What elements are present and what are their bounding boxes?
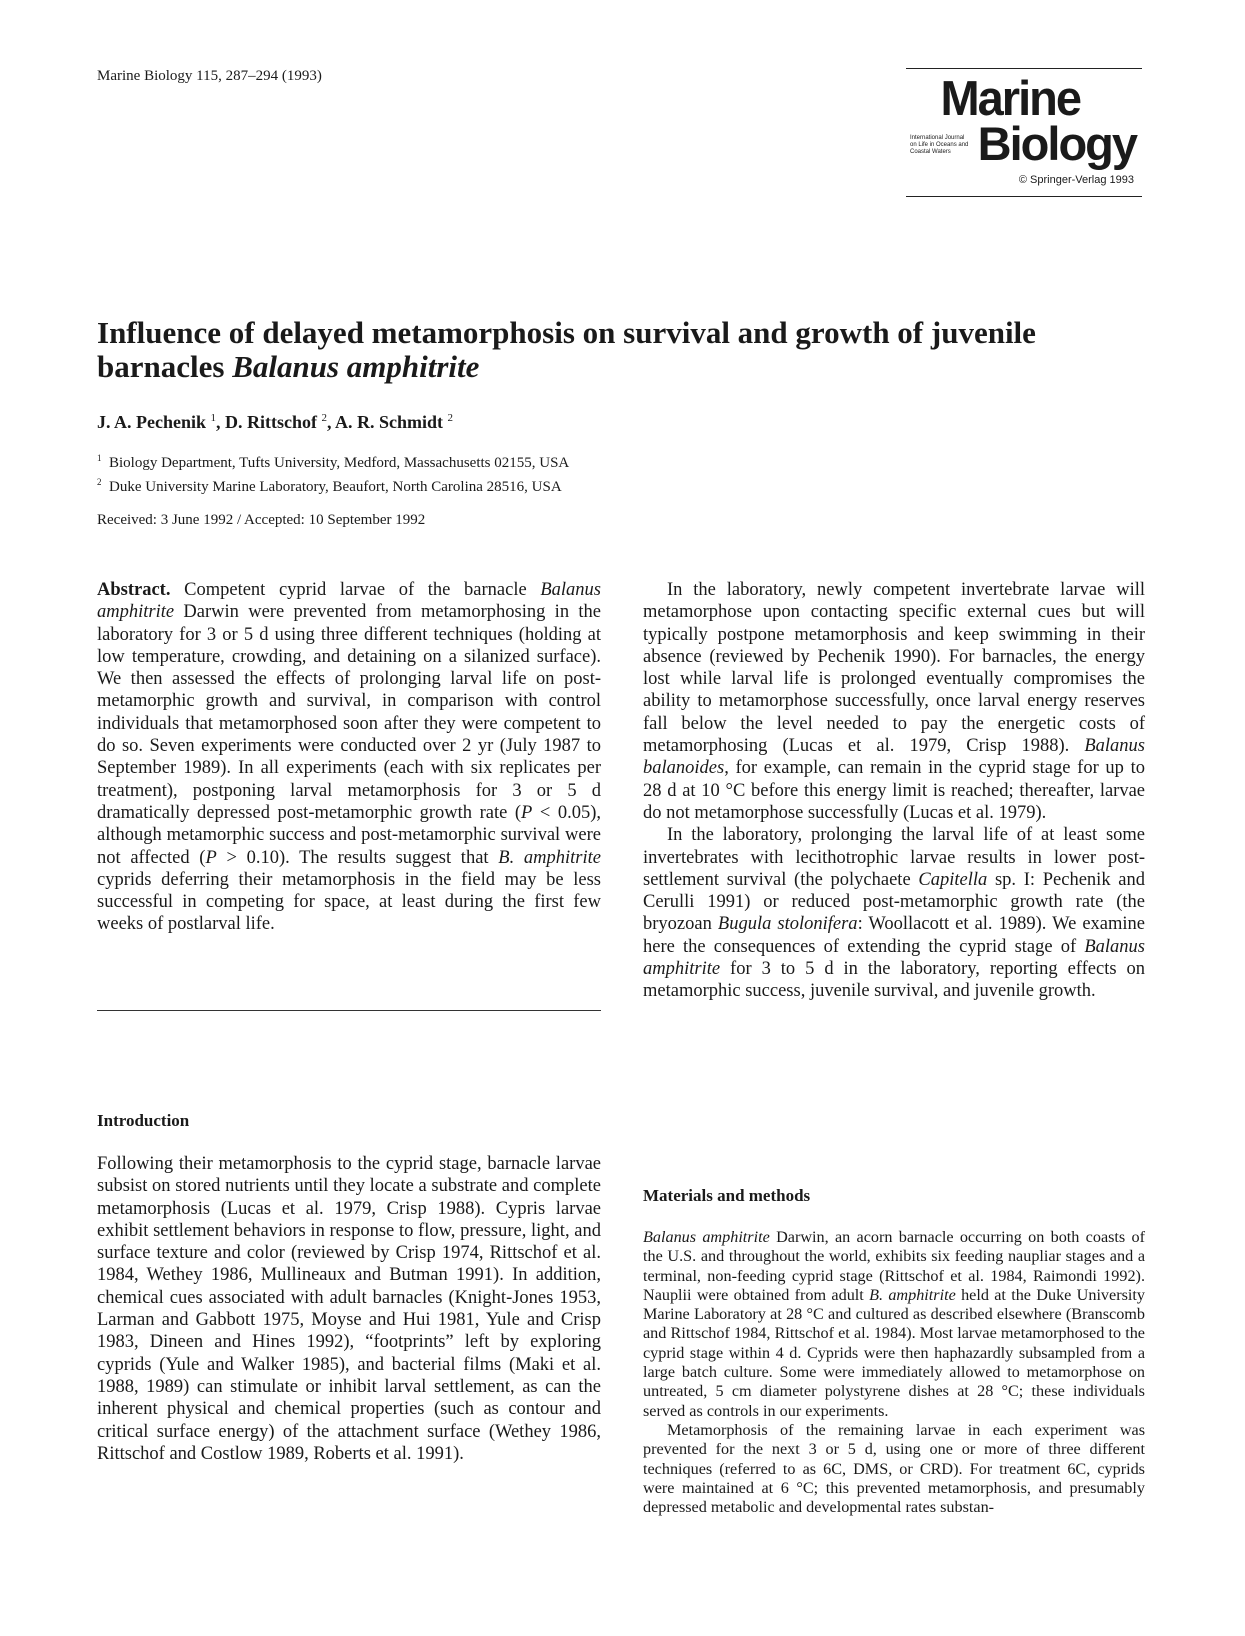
logo-word-marine: Marine xyxy=(940,69,1080,126)
stat-symbol: P xyxy=(205,847,217,868)
introduction-paragraph: Following their metamorphosis to the cyprid stage, barnacle larvae subsist on stored nutrients until they locate a substrate and complete metamorphosis (Lucas et al. 1979, Crisp 1988). Cypris larvae exhibit settlement behaviors in response to flow, pressure, light, and surface texture and color (reviewed by Crisp 1974, Rittschof et al. 1984, Wethey 1986, Mullineaux and Butman 1991). In addition, chemical cues associated with adult barnacles (Knight-Jones 1953, Larman and Gabbott 1975, Moyse and Hui 1981, Yule and Crisp 1983, Dineen and Hines 1992), “footprints” left by exploring cyprids (Yule and Walker 1985), and bacterial films (Maki et al. 1988, 1989) can stimulate or inhibit larval settlement, as can the inherent physical and chemical properties (such as contour and critical surface energy) of the attachment surface (Wethey 1986, Rittschof and Costlow 1989, Roberts et al. 1991). xyxy=(97,1154,601,1464)
abstract-text: Competent cyprid larvae of the barnacle xyxy=(170,580,541,600)
abstract-text: cyprids deferring their metamorphosis in the field may be less successful in competing for space, at least during the first few weeks of postlarval life. xyxy=(97,869,601,935)
species-name: B. amphitrite xyxy=(498,847,601,868)
abstract-divider xyxy=(97,1010,601,1011)
paragraph-text: Darwin, an acorn barnacle occurring on both coasts of the U.S. and throughout the world, exhibits six feeding naupliar stages and a terminal, non-feeding cyprid stage (Rittschof et al. 1984, Raimondi 1992). Nauplii were obtained from adult xyxy=(643,1228,1145,1304)
species-name: Balanus amphitrite xyxy=(643,936,1145,980)
abstract-paragraph xyxy=(97,579,601,936)
paragraph-text: : Woollacott et al. 1989). We examine here the consequences of extending the cyprid stage of xyxy=(643,914,1145,957)
author-name: D. Rittschof xyxy=(225,412,318,432)
article-title xyxy=(97,316,1097,384)
methods-paragraph: Metamorphosis of the remaining larvae in each experiment was prevented for the next 3 or 5 d, using one or more of three different techniques (referred to as 6C, DMS, or CRD). For treatment 6C, cyprids were maintained at 6 °C; this prevented metamorphosis, and presumably depressed metabolic and developmental rates substan- xyxy=(643,1420,1145,1517)
abstract xyxy=(97,579,601,936)
species-name: Balanus amphitrite xyxy=(97,580,601,623)
logo-bottom-rule xyxy=(906,196,1142,197)
species-name: B. amphitrite xyxy=(869,1285,956,1304)
abstract-text: < 0.05), although metamorphic success and post-metamorphic survival were not affected ( xyxy=(97,802,601,868)
introduction-continued xyxy=(643,579,1145,1003)
species-name: Capitella xyxy=(918,869,988,890)
copyright-notice: © Springer-Verlag 1993 xyxy=(1018,174,1134,186)
author-list: J. A. Pechenik $^1$, D. Rittschof $^2$, A. R. Schmidt $^2$ xyxy=(97,412,454,432)
introduction-heading: Introduction xyxy=(97,1111,190,1130)
materials-methods-heading: Materials and methods xyxy=(643,1186,811,1205)
author-name: A. R. Schmidt xyxy=(335,412,444,432)
title-text: Influence of delayed metamorphosis on survival and growth of juvenile barnacles xyxy=(97,315,1036,384)
species-name: Bugula stolonifera xyxy=(717,914,858,935)
paragraph-text: for 3 to 5 d in the laboratory, reporting effects on metamorphic success, juvenile survival, and juvenile growth. xyxy=(643,959,1145,1002)
author-affil-mark: 1 xyxy=(210,412,217,424)
journal-citation: Marine Biology 115, 287–294 (1993) xyxy=(97,68,322,84)
paragraph-text: , for example, can remain in the cyprid stage for up to 28 d at 10 °C before this energy limit is reached; thereafter, larvae do not metamorphose successfully (Lucas et al. 1979). xyxy=(643,758,1145,823)
paragraph-text: In the laboratory, prolonging the larval life of at least some invertebrates with lecithotrophic larvae results in lower post-settlement survival (the polychaete xyxy=(643,825,1145,890)
paragraph-text: In the laboratory, newly competent invertebrate larvae will metamorphose upon contacting specific external cues but will typically postpone metamorphosis and keep swimming in their absence (reviewed by Pechenik 1990). For barnacles, the energy lost while larval life is prolonged eventually compromises the ability to metamorphose successfully, once larval energy reserves fall below the level needed to pay the energetic costs of metamorphosing (Lucas et al. 1979, Crisp 1988). xyxy=(643,580,1145,757)
paragraph-text: held at the Duke University Marine Laboratory at 28 °C and cultured as described elsewhere (Branscomb and Rittschof 1984, Rittschof et al. 1984). Most larvae metamorphosed to the cyprid stage within 4 d. Cyprids were then haphazardly subsampled from a large batch culture. Some were immediately allowed to metamorphose on untreated, 5 cm diameter polystyrene dishes at 28 °C; these individuals served as controls in our experiments. xyxy=(643,1285,1145,1420)
affiliation-line xyxy=(97,473,569,497)
affiliation-text: Biology Department, Tufts University, Medford, Massachusetts 02155, USA xyxy=(109,455,570,471)
affiliation-text: Duke University Marine Laboratory, Beaufort, North Carolina 28516, USA xyxy=(109,479,562,495)
author-affil-mark: 2 xyxy=(447,412,454,424)
logo-tagline: International Journal on Life in Oceans and Coastal Waters xyxy=(910,135,969,155)
paragraph-text: sp. I: Pechenik and Cerulli 1991) or reduced post-metamorphic growth rate (the bryozoan xyxy=(643,869,1145,935)
materials-methods-body xyxy=(643,1228,1145,1517)
affil-mark: 2 xyxy=(97,477,102,487)
intro-paragraph xyxy=(643,824,1145,1002)
stat-symbol: P xyxy=(521,802,533,823)
received-dates: Received: 3 June 1992 / Accepted: 10 September 1992 xyxy=(97,512,426,528)
species-name: Balanus amphitrite xyxy=(643,1228,770,1246)
intro-paragraph xyxy=(643,579,1145,824)
author-affil-mark: 2 xyxy=(321,412,328,424)
journal-logo xyxy=(906,68,1142,198)
logo-word-biology: Biology xyxy=(977,117,1136,170)
affil-mark: 1 xyxy=(97,453,102,463)
abstract-text: Darwin were prevented from metamorphosing in the laboratory for 3 or 5 d using three different techniques (holding at low temperature, crowding, and detaining on a silanized surface). We then assessed the effects of prolonging larval life on post-metamorphic growth and survival, in comparison with control individuals that metamorphosed soon after they were competent to do so. Seven experiments were conducted over 2 yr (July 1987 to September 1989). In all experiments (each with six replicates per treatment), postponing larval metamorphosis for 3 or 5 d dramatically depressed post-metamorphic growth rate ( xyxy=(97,602,601,823)
affiliations xyxy=(97,449,569,497)
abstract-text: > 0.10). The results suggest that xyxy=(216,847,499,868)
methods-paragraph xyxy=(643,1228,1145,1421)
title-species: Balanus amphitrite xyxy=(232,349,480,384)
species-name: Balanus balanoides xyxy=(643,736,1145,779)
affiliation-line xyxy=(97,449,569,473)
introduction-body xyxy=(97,1153,601,1465)
abstract-label: Abstract. xyxy=(97,580,171,600)
author-name: J. A. Pechenik xyxy=(97,412,207,432)
